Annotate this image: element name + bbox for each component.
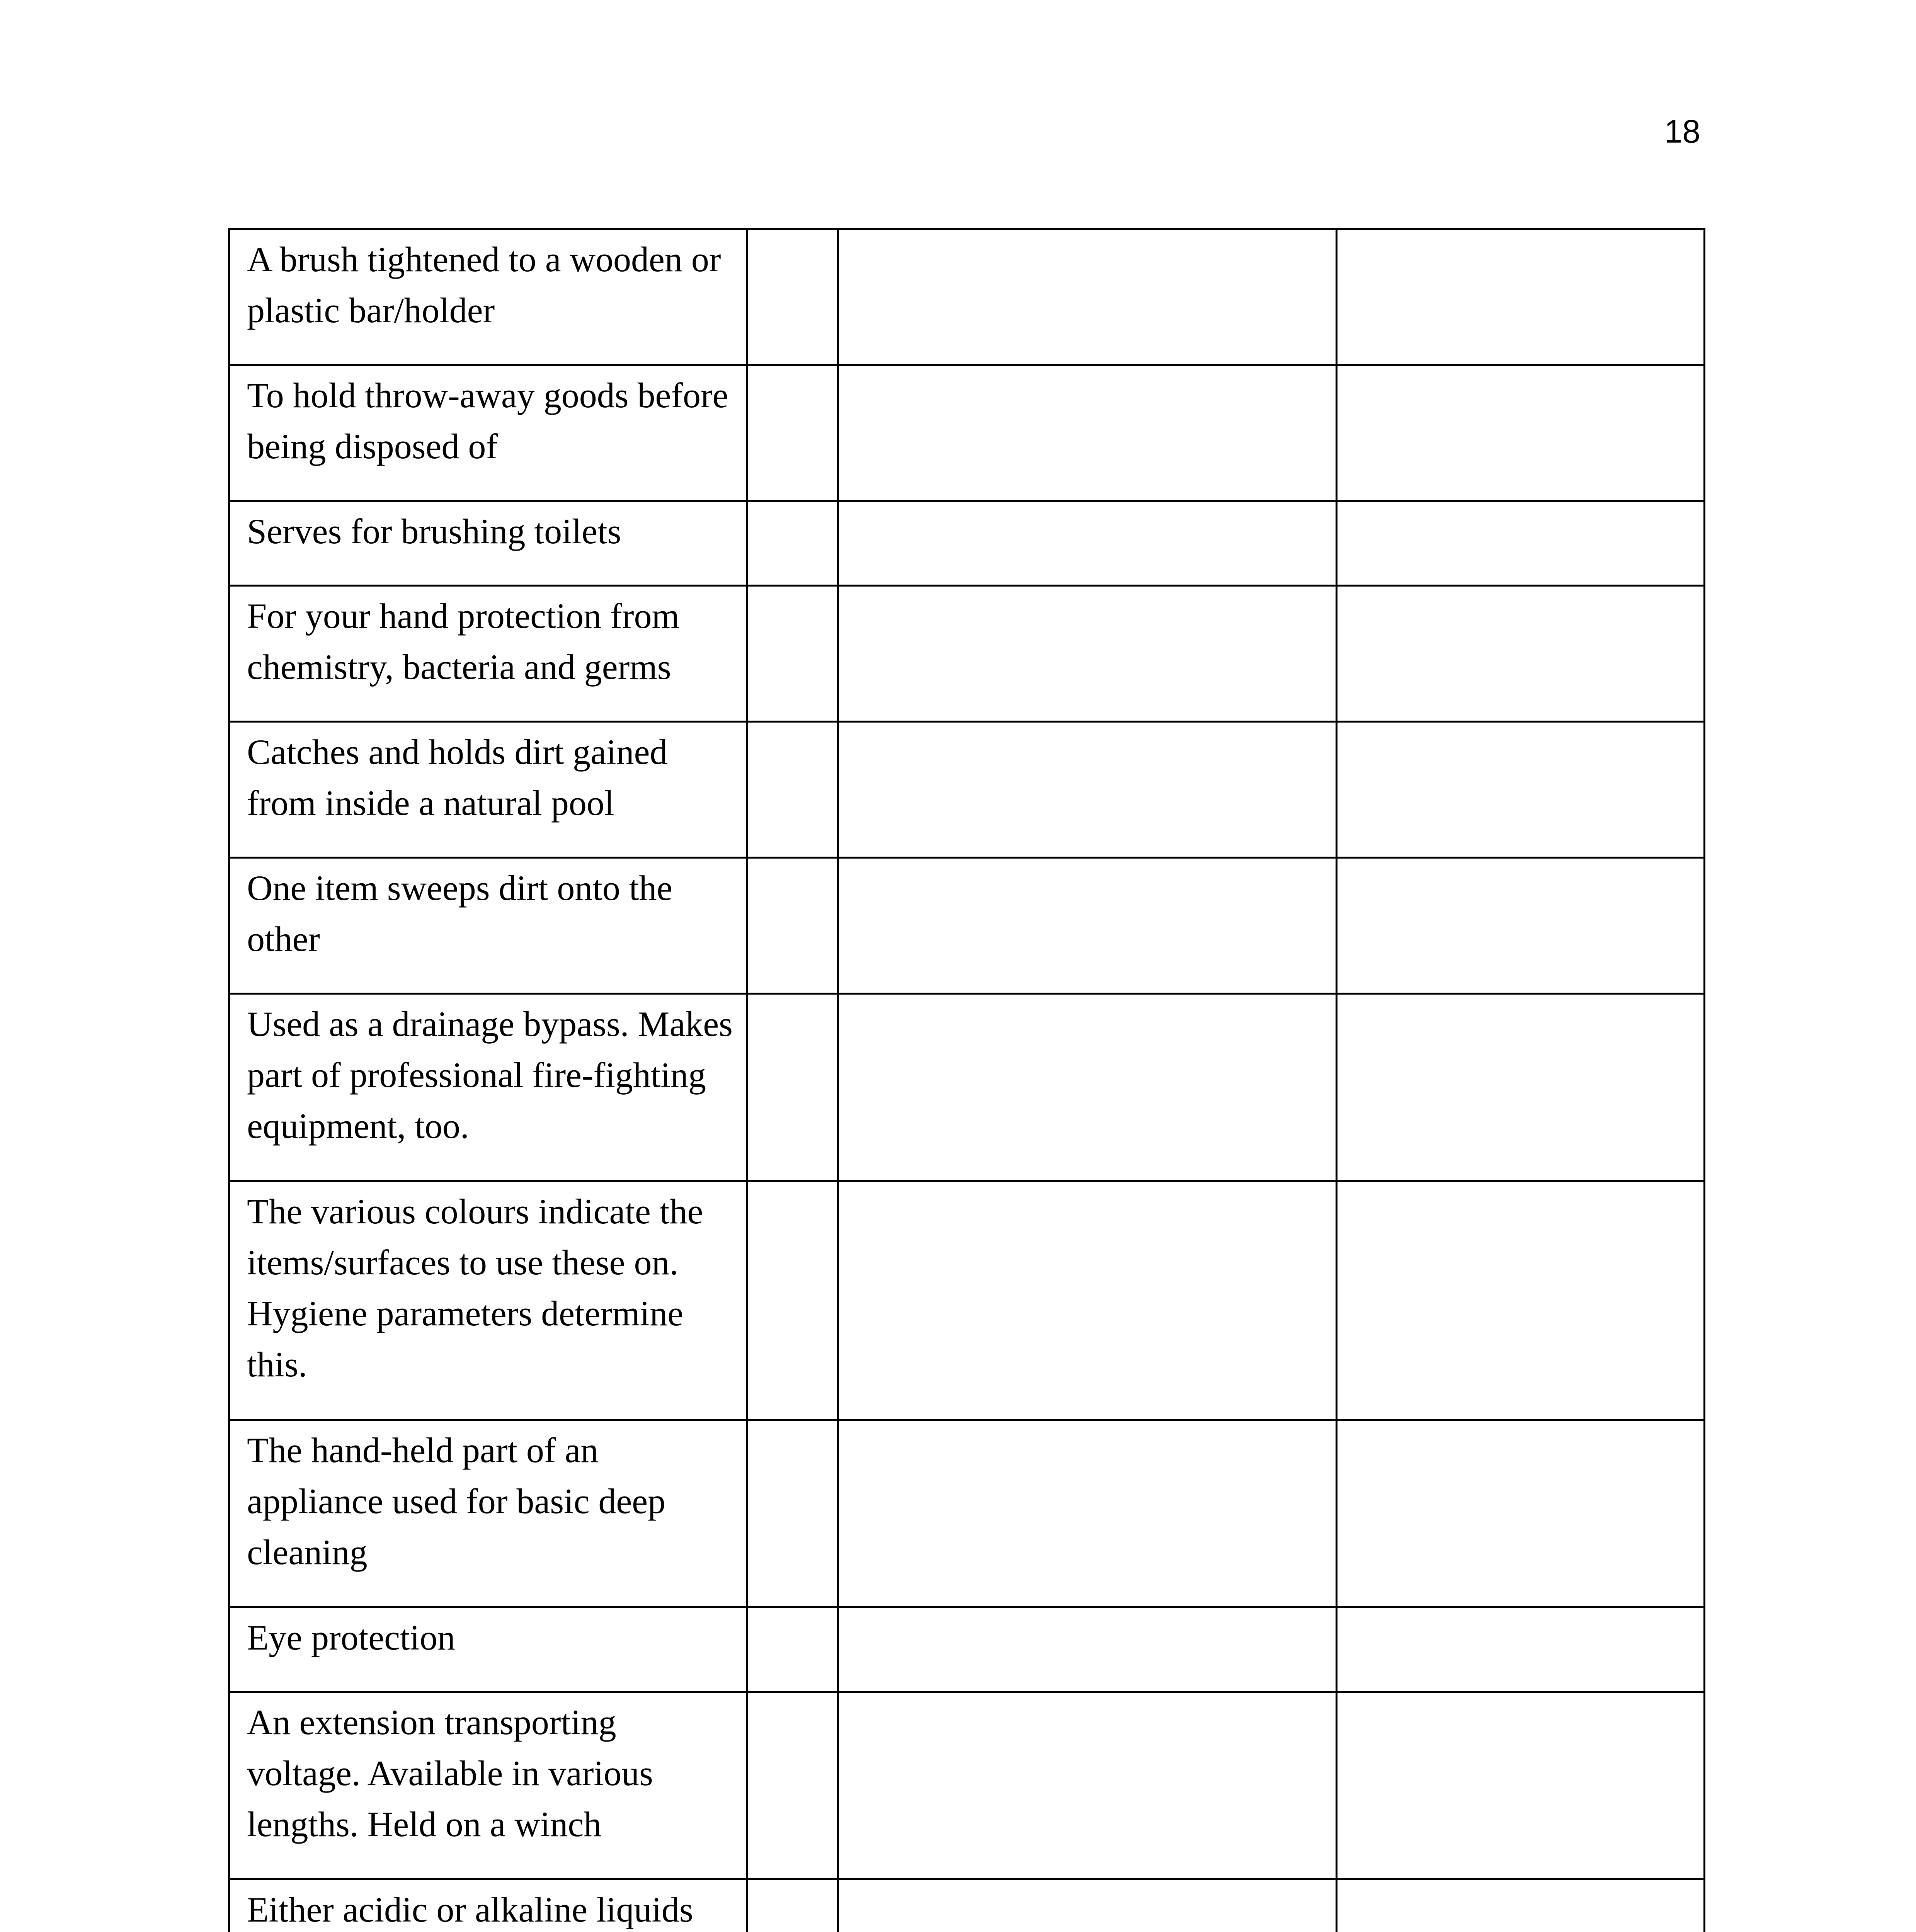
answer-cell-term[interactable] — [838, 858, 1337, 994]
answer-cell-extra[interactable] — [1337, 1607, 1705, 1692]
description-cell — [229, 586, 747, 722]
answer-cell-term[interactable] — [838, 1879, 1337, 1932]
answer-cell-term[interactable] — [838, 365, 1337, 501]
description-cell — [229, 1420, 747, 1607]
answer-cell-letter[interactable] — [747, 501, 838, 586]
row-description: A brush tightened to a wooden or plastic bar/holder — [247, 240, 721, 330]
table-row — [229, 229, 1705, 365]
answer-cell-extra[interactable] — [1337, 858, 1705, 994]
table-row — [229, 501, 1705, 586]
answer-cell-letter[interactable] — [747, 1181, 838, 1420]
row-description: One item sweeps dirt onto the other — [247, 868, 673, 959]
description-cell — [229, 858, 747, 994]
answer-cell-extra[interactable] — [1337, 1420, 1705, 1607]
description-cell — [229, 994, 747, 1181]
worksheet-table — [228, 228, 1705, 1932]
answer-cell-letter[interactable] — [747, 586, 838, 722]
table-row — [229, 1607, 1705, 1692]
description-cell — [229, 1607, 747, 1692]
description-cell — [229, 1879, 747, 1932]
answer-cell-term[interactable] — [838, 1607, 1337, 1692]
table-row — [229, 1879, 1705, 1932]
answer-cell-term[interactable] — [838, 1420, 1337, 1607]
table-row — [229, 365, 1705, 501]
row-description: The various colours indicate the items/surfaces to use these on. Hygiene parameters determine this. — [247, 1192, 703, 1384]
answer-cell-term[interactable] — [838, 994, 1337, 1181]
answer-cell-term[interactable] — [838, 1692, 1337, 1879]
table-row — [229, 994, 1705, 1181]
answer-cell-extra[interactable] — [1337, 229, 1705, 365]
description-cell — [229, 1181, 747, 1420]
description-cell — [229, 365, 747, 501]
answer-cell-term[interactable] — [838, 722, 1337, 858]
row-description: Serves for brushing toilets — [247, 512, 621, 551]
page-number: 18 — [1664, 113, 1700, 150]
answer-cell-extra[interactable] — [1337, 1181, 1705, 1420]
answer-cell-extra[interactable] — [1337, 994, 1705, 1181]
answer-cell-term[interactable] — [838, 229, 1337, 365]
row-description: Catches and holds dirt gained from inside a natural pool — [247, 732, 668, 823]
answer-cell-extra[interactable] — [1337, 1692, 1705, 1879]
row-description: The hand-held part of an appliance used for basic deep cleaning — [247, 1430, 666, 1572]
answer-cell-term[interactable] — [838, 1181, 1337, 1420]
answer-cell-extra[interactable] — [1337, 586, 1705, 722]
description-cell — [229, 501, 747, 586]
table-row — [229, 586, 1705, 722]
description-cell — [229, 1692, 747, 1879]
answer-cell-letter[interactable] — [747, 1420, 838, 1607]
row-description: To hold throw-away goods before being disposed of — [247, 376, 728, 466]
answer-cell-letter[interactable] — [747, 229, 838, 365]
row-description: An extension transporting voltage. Available in various lengths. Held on a winch — [247, 1702, 653, 1844]
row-description: Either acidic or alkaline liquids — [247, 1890, 693, 1929]
answer-cell-term[interactable] — [838, 501, 1337, 586]
answer-cell-letter[interactable] — [747, 1692, 838, 1879]
row-description: Eye protection — [247, 1618, 456, 1657]
answer-cell-letter[interactable] — [747, 994, 838, 1181]
description-cell — [229, 722, 747, 858]
answer-cell-letter[interactable] — [747, 722, 838, 858]
answer-cell-extra[interactable] — [1337, 501, 1705, 586]
table-row — [229, 1692, 1705, 1879]
table-row — [229, 722, 1705, 858]
row-description: Used as a drainage bypass. Makes part of professional fire-fighting equipment, too. — [247, 1004, 733, 1146]
answer-cell-term[interactable] — [838, 586, 1337, 722]
answer-cell-extra[interactable] — [1337, 1879, 1705, 1932]
answer-cell-extra[interactable] — [1337, 365, 1705, 501]
answer-cell-extra[interactable] — [1337, 722, 1705, 858]
table-row — [229, 1420, 1705, 1607]
answer-cell-letter[interactable] — [747, 365, 838, 501]
answer-cell-letter[interactable] — [747, 858, 838, 994]
answer-cell-letter[interactable] — [747, 1879, 838, 1932]
table-row — [229, 858, 1705, 994]
answer-cell-letter[interactable] — [747, 1607, 838, 1692]
row-description: For your hand protection from chemistry, bacteria and germs — [247, 596, 680, 687]
description-cell — [229, 229, 747, 365]
table-row — [229, 1181, 1705, 1420]
